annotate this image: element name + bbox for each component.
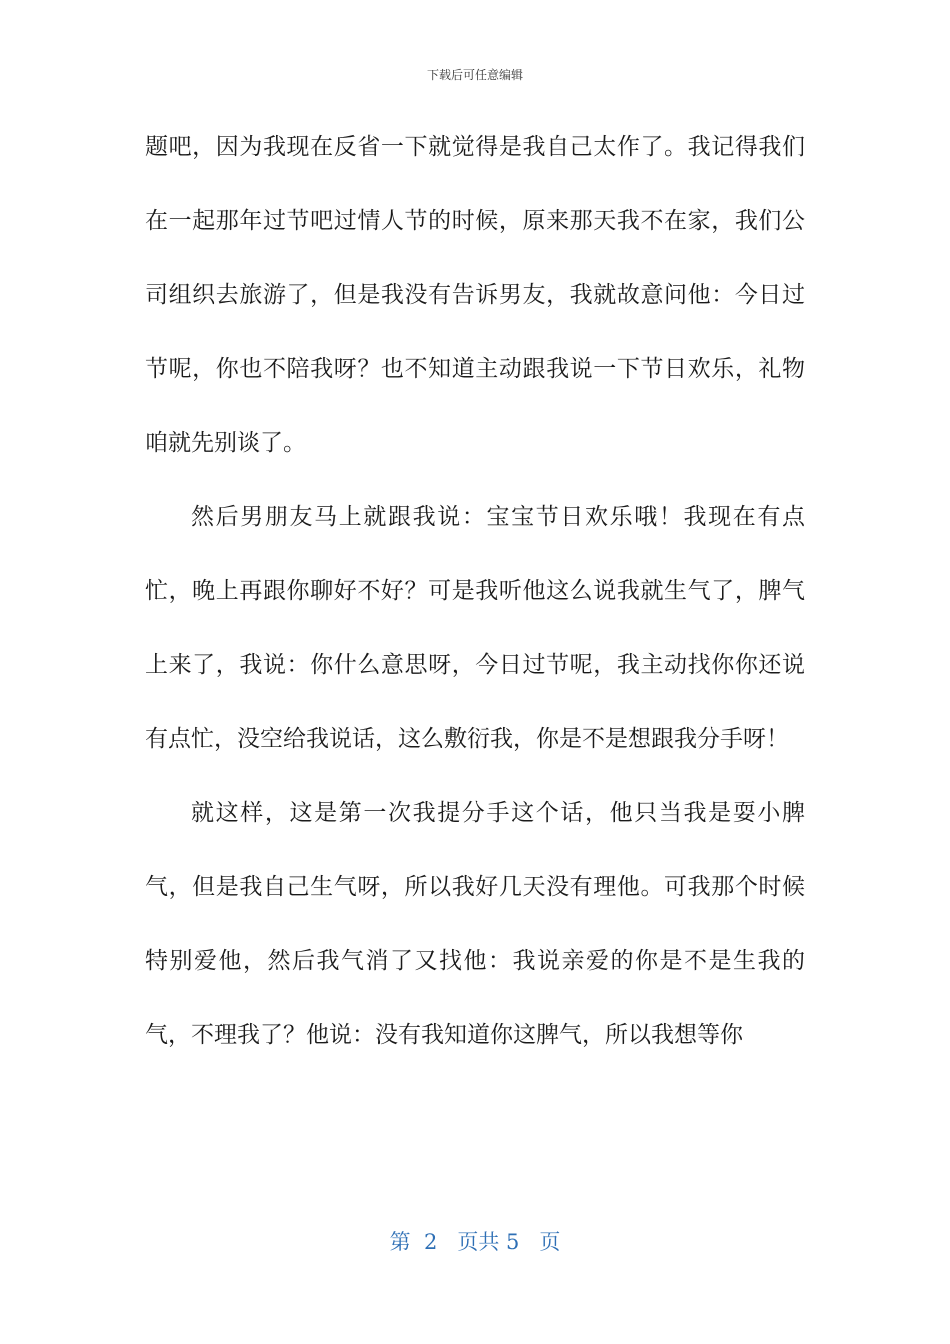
page-header: 下载后可任意编辑: [426, 68, 523, 82]
page-footer: 第 2 页共 5 页: [389, 1230, 561, 1254]
paragraph-1: 题吧，因为我现在反省一下就觉得是我自己太作了。我记得我们在一起那年过节吧过情人节的时候，原来那天我不在家，我们公司组织去旅游了，但是我没有告诉男友，我就故意问他：今日过节呢，你也不陪我呀？也不知道主动跟我说一下节日欢乐，礼物咱就先别谈了。: [145, 134, 805, 456]
paragraph-2: 然后男朋友马上就跟我说：宝宝节日欢乐哦！我现在有点忙，晚上再跟你聊好不好？可是我听他这么说我就生气了，脾气上来了，我说：你什么意思呀，今日过节呢，我主动找你你还说有点忙，没空给我说话，这么敷衍我，你是不是想跟我分手呀！: [145, 504, 805, 752]
document-body: [145, 110, 805, 1072]
paragraph-3: 就这样，这是第一次我提分手这个话，他只当我是耍小脾气，但是我自己生气呀，所以我好几天没有理他。可我那个时候特别爱他，然后我气消了又找他：我说亲爱的你是不是生我的气，不理我了？他说：没有我知道你这脾气，所以我想等你: [145, 800, 805, 1048]
